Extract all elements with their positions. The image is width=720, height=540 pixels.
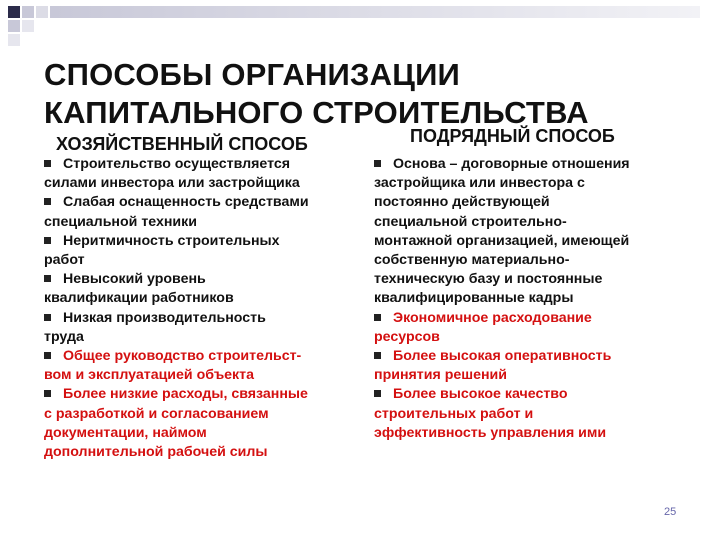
left-list-item xyxy=(44,270,364,308)
left-list-item-line: вом и эксплуатацией объекта xyxy=(44,367,254,384)
right-list-item-line: Экономичное расходование xyxy=(374,309,704,328)
left-column-heading: ХОЗЯЙСТВЕННЫЙ СПОСОБ xyxy=(56,134,308,154)
right-list-item xyxy=(374,347,704,385)
left-column-list xyxy=(44,155,364,462)
square-bullet-icon xyxy=(374,352,381,359)
right-list-item xyxy=(374,309,704,347)
left-list-item-line: квалификации работников xyxy=(44,290,234,307)
page-number: 25 xyxy=(664,506,677,518)
square-bullet-icon xyxy=(44,390,51,397)
left-list-item-line: документации, наймом xyxy=(44,424,207,441)
deco-square xyxy=(22,20,34,32)
left-list-item-line: дополнительной рабочей силы xyxy=(44,444,268,461)
left-list-item xyxy=(44,309,364,347)
right-list-item-line: эффективность управления ими xyxy=(374,424,607,441)
right-list-item-line: специальной строительно- xyxy=(374,213,567,230)
square-bullet-icon xyxy=(44,237,51,244)
left-list-item-line: Неритмичность строительных xyxy=(44,232,364,251)
square-bullet-icon xyxy=(44,275,51,282)
left-list-item-line: Общее руководство строительст- xyxy=(44,347,364,366)
deco-square xyxy=(8,34,20,46)
square-bullet-icon xyxy=(374,390,381,397)
right-list-item xyxy=(374,385,704,443)
right-list-item-line: Основа – договорные отношения xyxy=(374,155,704,174)
left-list-item-line: труда xyxy=(44,328,84,345)
left-list-item-line: Невысокий уровень xyxy=(44,270,364,289)
left-list-item xyxy=(44,193,364,231)
right-list-item-line: застройщика или инвестора с xyxy=(374,175,585,192)
left-list-item-line: Слабая оснащенность средствами xyxy=(44,193,364,212)
square-bullet-icon xyxy=(44,198,51,205)
right-list-item-line: постоянно действующей xyxy=(374,194,550,211)
left-list-item-line: Строительство осуществляется xyxy=(44,155,364,174)
left-list-item-line: работ xyxy=(44,252,85,269)
left-list-item xyxy=(44,347,364,385)
deco-square xyxy=(8,6,20,18)
left-list-item xyxy=(44,155,364,193)
left-list-item-line: Более низкие расходы, связанные xyxy=(44,385,364,404)
right-list-item-line: ресурсов xyxy=(374,328,440,345)
left-list-item-line: Низкая производительность xyxy=(44,309,364,328)
square-bullet-icon xyxy=(44,160,51,167)
right-list-item-line: монтажной организацией, имеющей xyxy=(374,232,630,249)
square-bullet-icon xyxy=(44,314,51,321)
right-column-heading: ПОДРЯДНЫЙ СПОСОБ xyxy=(410,126,615,146)
right-column-list xyxy=(374,155,704,443)
header-bar xyxy=(50,6,700,18)
left-list-item xyxy=(44,232,364,270)
right-list-item-line: квалифицированные кадры xyxy=(374,290,574,307)
right-list-item-line: принятия решений xyxy=(374,367,507,384)
left-list-item-line: специальной техники xyxy=(44,213,197,230)
deco-square xyxy=(36,6,48,18)
square-bullet-icon xyxy=(44,352,51,359)
left-list-item xyxy=(44,385,364,462)
deco-square xyxy=(8,20,20,32)
left-list-item-line: с разработкой и согласованием xyxy=(44,405,269,422)
left-list-item-line: силами инвестора или застройщика xyxy=(44,175,300,192)
right-list-item-line: Более высокая оперативность xyxy=(374,347,704,366)
page-title: СПОСОБЫ ОРГАНИЗАЦИИ КАПИТАЛЬНОГО СТРОИТЕЛЬСТВА xyxy=(44,57,589,130)
deco-square xyxy=(22,6,34,18)
right-list-item xyxy=(374,155,704,309)
right-list-item-line: Более высокое качество xyxy=(374,385,704,404)
square-bullet-icon xyxy=(374,160,381,167)
square-bullet-icon xyxy=(374,314,381,321)
right-list-item-line: собственную материально- xyxy=(374,252,570,269)
right-list-item-line: строительных работ и xyxy=(374,405,534,422)
right-list-item-line: техническую базу и постоянные xyxy=(374,271,603,288)
